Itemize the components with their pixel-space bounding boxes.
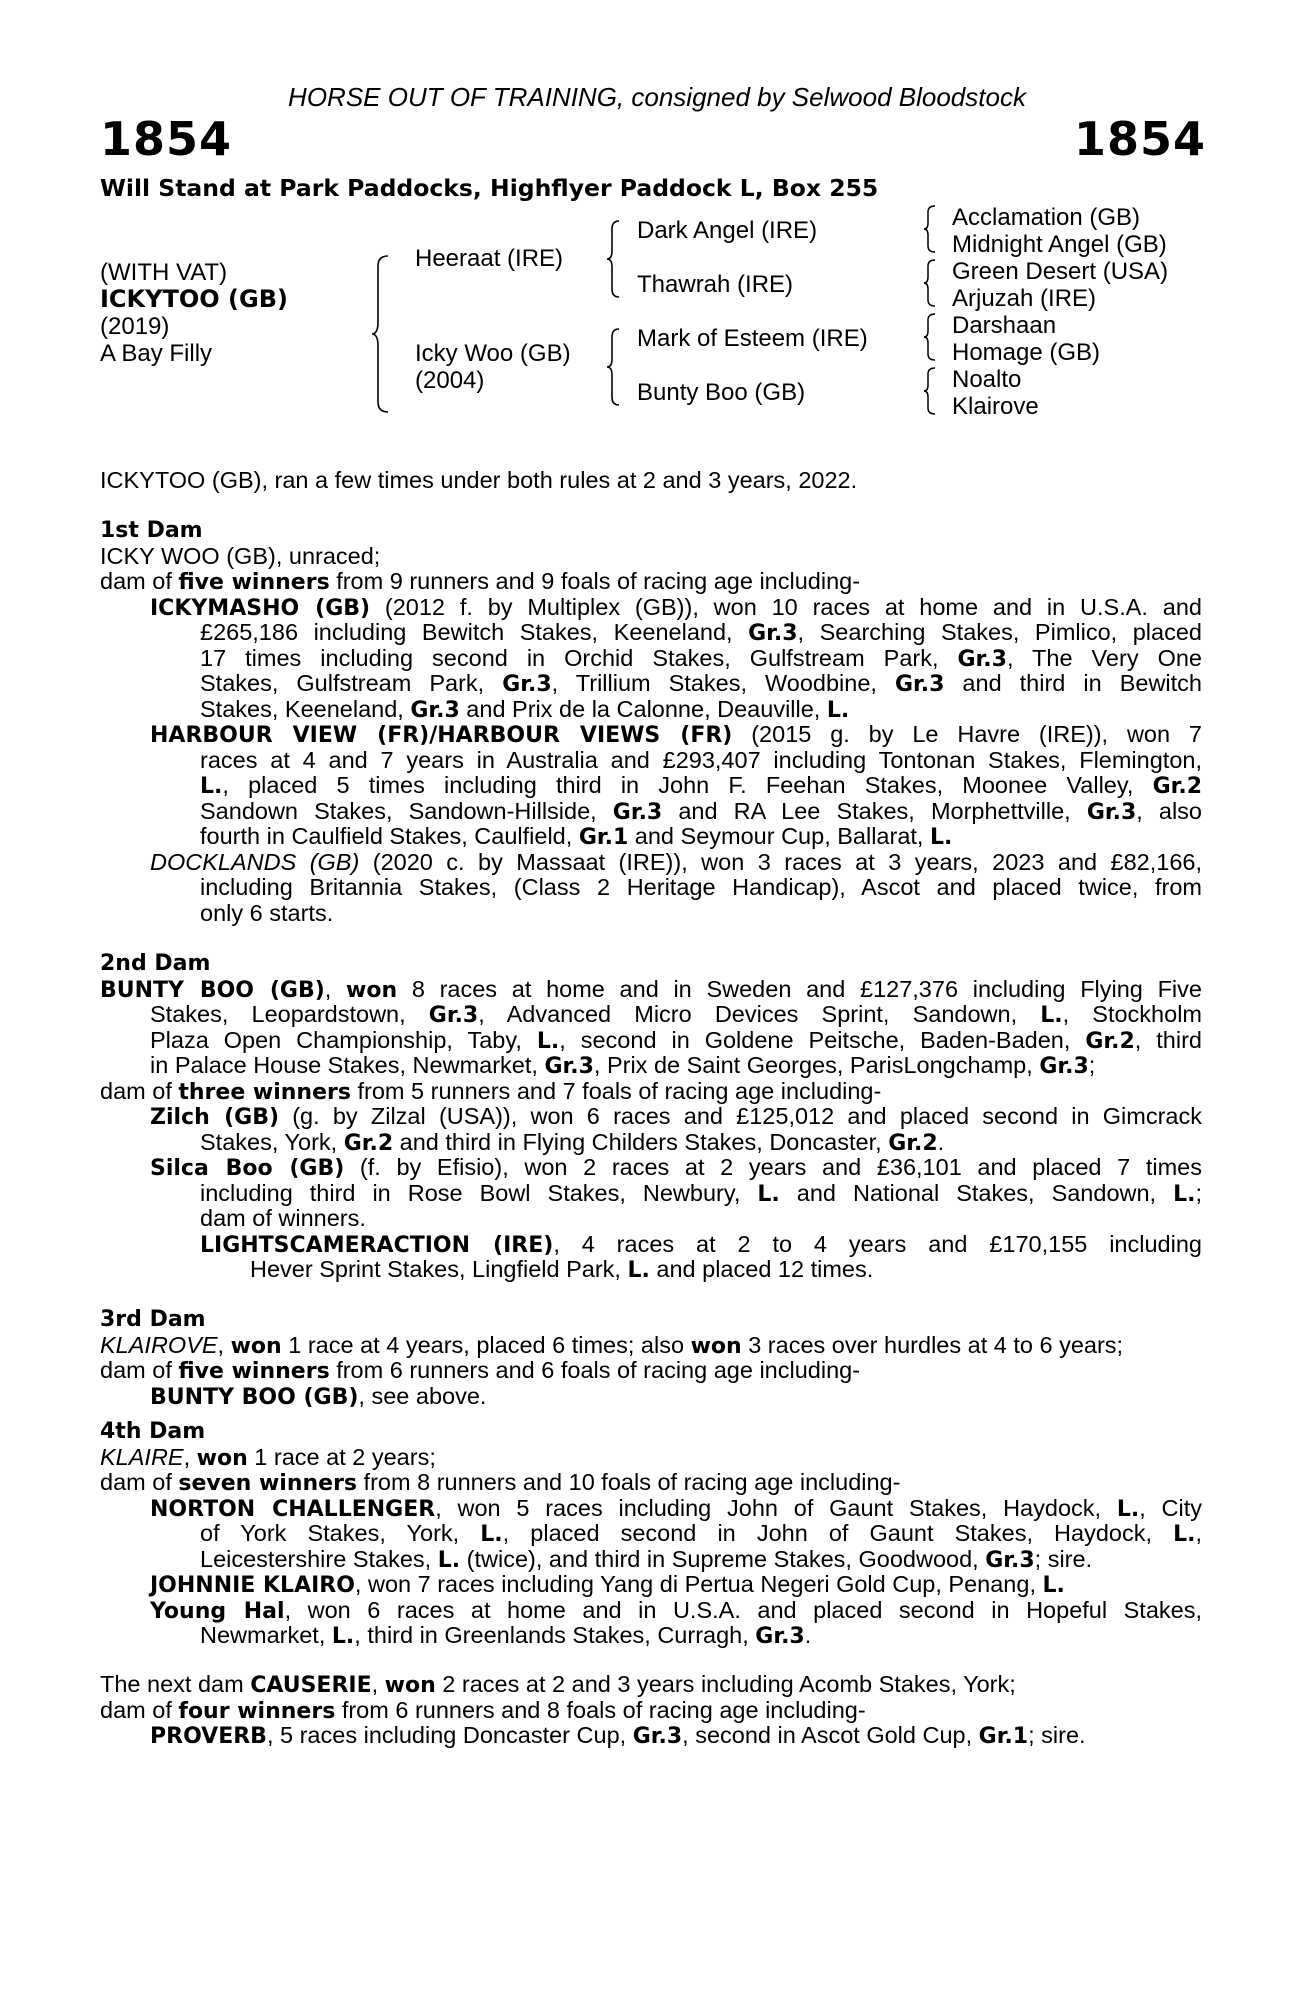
produce-entry-line: of York Stakes, York, L., placed second in John of Gaunt Stakes, Haydock, L., — [200, 1520, 1203, 1547]
dam-line: Stakes, Leopardstown, Gr.3, Advanced Micro Devices Sprint, Sandown, L., Stockholm — [150, 1001, 1202, 1028]
produce-line: dam of five winners from 9 runners and 9 foals of racing age including- — [100, 568, 861, 595]
pedigree-brace-g1 — [924, 204, 938, 254]
section-heading: 4th Dam — [100, 1419, 206, 1444]
produce-entry-line: 17 times including second in Orchid Stakes, Gulfstream Park, Gr.3, The Very One — [200, 644, 1202, 672]
produce-entry-line: Stakes, Gulfstream Park, Gr.3, Trillium Stakes, Woodbine, Gr.3 and third in Bewitch — [200, 670, 1202, 697]
first-dam-section — [100, 518, 1202, 926]
horse-year: (2019) — [100, 313, 170, 340]
produce-entry-line: Young Hal, won 6 races at home and in U.S.A. and placed second in Hopeful Stakes, — [150, 1596, 1202, 1624]
produce-entry-line: NORTON CHALLENGER, won 5 races including John of Gaunt Stakes, Haydock, L., City — [150, 1494, 1202, 1522]
dam-dam-name: Bunty Boo (GB) — [637, 379, 806, 406]
dam-line: in Palace House Stakes, Newmarket, Gr.3, Prix de Saint Georges, ParisLongchamp, Gr.3; — [150, 1052, 1096, 1079]
produce-entry-line: Zilch (GB) (g. by Zilzal (USA)), won 6 races and £125,012 and placed second in Gimcrack — [150, 1103, 1202, 1130]
third-dam-section — [100, 1307, 1202, 1409]
produce-entry-line: PROVERB, 5 races including Doncaster Cup, Gr.3, second in Ascot Gold Cup, Gr.1; sire. — [150, 1722, 1086, 1749]
dam-line: ICKY WOO (GB), unraced; — [100, 542, 381, 569]
ancestor-1: Acclamation (GB) — [952, 204, 1141, 231]
produce-entry-line: only 6 starts. — [200, 899, 334, 926]
second-dam-section — [100, 951, 1202, 1283]
pedigree-brace-dam — [607, 327, 623, 407]
ancestor-6: Homage (GB) — [952, 339, 1101, 366]
produce-entry-line: Silca Boo (GB) (f. by Efisio), won 2 races at 2 years and £36,101 and placed 7 times — [150, 1154, 1202, 1181]
produce-entry-line: races at 4 and 7 years in Australia and £293,407 including Tontonan Stakes, Flemington, — [200, 746, 1202, 773]
ancestor-2: Midnight Angel (GB) — [952, 231, 1167, 258]
sire-name: Heeraat (IRE) — [415, 245, 564, 272]
sire-dam-name: Thawrah (IRE) — [637, 271, 794, 298]
produce-entry-line: DOCKLANDS (GB) (2020 c. by Massaat (IRE)), won 3 races at 3 years, 2023 and £82,166, — [150, 848, 1203, 875]
ancestor-3: Green Desert (USA) — [952, 258, 1169, 285]
dam-name: Icky Woo (GB) — [415, 340, 571, 367]
lot-number-right: 1854 — [1073, 112, 1206, 166]
produce-entry-line: Stakes, Keeneland, Gr.3 and Prix de la Calonne, Deauville, L. — [200, 695, 850, 723]
ancestor-4: Arjuzah (IRE) — [952, 285, 1097, 312]
race-record: ICKYTOO (GB), ran a few times under both rules at 2 and 3 years, 2022. — [100, 467, 858, 493]
produce-entry-line: Leicestershire Stakes, L. (twice), and third in Supreme Stakes, Goodwood, Gr.3; sire. — [200, 1545, 1093, 1573]
horse-description: A Bay Filly — [100, 340, 213, 367]
produce-line: dam of seven winners from 8 runners and 10 foals of racing age including- — [100, 1469, 901, 1496]
pedigree-brace-sire — [607, 219, 623, 299]
produce-entry-line: HARBOUR VIEW (FR)/HARBOUR VIEWS (FR) (2015 g. by Le Havre (IRE)), won 7 — [150, 721, 1202, 748]
dam-line: KLAIRE, won 1 race at 2 years; — [100, 1443, 436, 1471]
produce-line: dam of three winners from 5 runners and 7 foals of racing age including- — [100, 1077, 882, 1105]
produce-entry-line: Newmarket, L., third in Greenlands Stakes, Curragh, Gr.3. — [200, 1622, 812, 1649]
produce-entry-line: £265,186 including Bewitch Stakes, Keeneland, Gr.3, Searching Stakes, Pimlico, placed — [200, 619, 1202, 646]
lot-number-left: 1854 — [100, 112, 233, 166]
produce-entry-line: BUNTY BOO (GB), see above. — [150, 1382, 487, 1410]
dam-line: Plaza Open Championship, Taby, L., second in Goldene Peitsche, Baden-Baden, Gr.2, third — [150, 1026, 1202, 1054]
stand-location: Will Stand at Park Paddocks, Highflyer Paddock L, Box 255 — [100, 174, 879, 202]
dam-line: BUNTY BOO (GB), won 8 races at home and in Sweden and £127,376 including Flying Five — [100, 975, 1202, 1003]
pedigree-brace-g4 — [924, 366, 938, 416]
pedigree-brace-g3 — [924, 312, 938, 362]
produce-entry-line: Stakes, York, Gr.2 and third in Flying Childers Stakes, Doncaster, Gr.2. — [200, 1128, 945, 1156]
ancestor-7: Noalto — [952, 366, 1022, 393]
section-heading: 1st Dam — [100, 518, 203, 543]
produce-entry-line: L., placed 5 times including third in John F. Feehan Stakes, Moonee Valley, Gr.2 — [200, 772, 1202, 799]
section-heading: 2nd Dam — [100, 951, 211, 976]
produce-entry-line: including third in Rose Bowl Stakes, Newbury, L. and National Stakes, Sandown, L.; — [200, 1179, 1203, 1207]
dam-sire-name: Mark of Esteem (IRE) — [637, 325, 868, 352]
produce-entry-line: dam of winners. — [200, 1205, 366, 1231]
produce-entry-line: LIGHTSCAMERACTION (IRE), 4 races at 2 to 4 years and £170,155 including — [200, 1230, 1202, 1258]
horse-name: ICKYTOO (GB) — [100, 285, 288, 313]
pedigree-brace-main — [372, 254, 392, 414]
produce-entry-line: JOHNNIE KLAIRO, won 7 races including Yang di Pertua Negeri Gold Cup, Penang, L. — [150, 1571, 1065, 1598]
produce-entry-line: fourth in Caulfield Stakes, Caulfield, Gr.1 and Seymour Cup, Ballarat, L. — [200, 823, 953, 850]
dam-year: (2004) — [415, 367, 485, 394]
horse-vat: (WITH VAT) — [100, 259, 228, 286]
produce-line: dam of five winners from 6 runners and 6 foals of racing age including- — [100, 1357, 861, 1384]
ancestor-5: Darshaan — [952, 312, 1057, 339]
produce-line: dam of four winners from 6 runners and 8 foals of racing age including- — [100, 1696, 866, 1724]
dam-line: The next dam CAUSERIE, won 2 races at 2 and 3 years including Acomb Stakes, York; — [100, 1671, 1016, 1698]
produce-entry-line: ICKYMASHO (GB) (2012 f. by Multiplex (GB)), won 10 races at home and in U.S.A. and — [150, 593, 1202, 621]
catalogue-heading: HORSE OUT OF TRAINING, consigned by Selwood Bloodstock — [288, 82, 1026, 112]
pedigree-brace-g2 — [924, 258, 938, 308]
ancestor-8: Klairove — [952, 393, 1039, 420]
sire-sire-name: Dark Angel (IRE) — [637, 217, 818, 244]
dam-line: KLAIROVE, won 1 race at 4 years, placed 6 times; also won 3 races over hurdles at 4 to 6 years; — [100, 1331, 1124, 1359]
next-dam-section — [100, 1672, 1202, 1749]
produce-entry-line: Hever Sprint Stakes, Lingfield Park, L. and placed 12 times. — [250, 1256, 874, 1283]
produce-entry-line: including Britannia Stakes, (Class 2 Heritage Handicap), Ascot and placed twice, from — [200, 874, 1202, 900]
section-heading: 3rd Dam — [100, 1307, 206, 1332]
produce-entry-line: Sandown Stakes, Sandown-Hillside, Gr.3 and RA Lee Stakes, Morphettville, Gr.3, also — [200, 797, 1203, 825]
fourth-dam-section — [100, 1419, 1202, 1649]
